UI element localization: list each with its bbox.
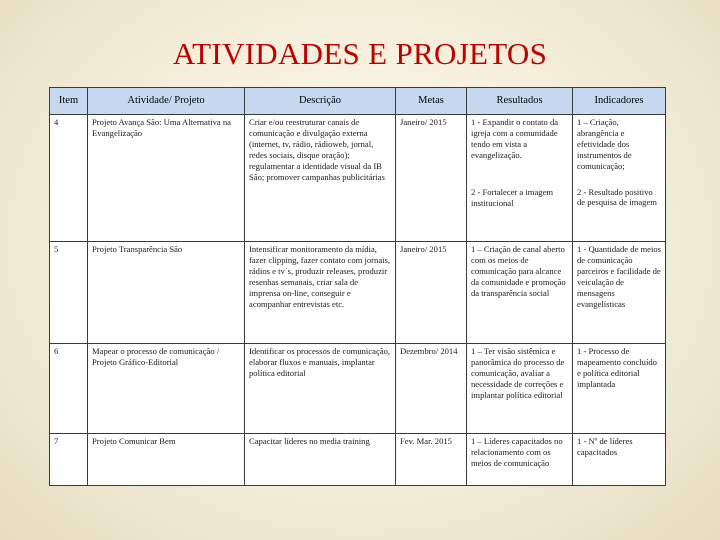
cell-indicadores (573, 115, 666, 242)
cell-indicadores (573, 434, 666, 486)
table-row (50, 434, 666, 486)
header-item: Item (50, 88, 88, 115)
cell-resultados (467, 242, 573, 344)
cell-atividade: Projeto Avança São: Uma Alternativa na Evangelização (88, 115, 245, 242)
cell-metas: Janeiro/ 2015 (396, 115, 467, 242)
indicador-text: 1 - Nº de líderes capacitados (577, 436, 633, 457)
header-atividade: Atividade/ Projeto (88, 88, 245, 115)
cell-indicadores (573, 242, 666, 344)
cell-item: 5 (50, 242, 88, 344)
cell-item: 7 (50, 434, 88, 486)
cell-descricao: Criar e/ou reestruturar canais de comunicação e divulgação externa (internet, tv, rádio, rádioweb, jornal, redes sociais, disque oração); regulamentar a identidade visual da IB São; promover campanhas publicitárias (245, 115, 396, 242)
cell-descricao: Intensificar monitoramento da mídia, fazer clipping, fazer contato com jornais, rádios e tv´s, produzir releases, produzir resenhas semanais, criar sala de imprensa on-line, conseguir e acompanhar entrevistas etc. (245, 242, 396, 344)
resultado-text: 1 – Ter visão sistêmica e panorâmica do processo de comunicação, avaliar a necessidade de correções e implantar política editorial (471, 346, 565, 400)
indicador-text: 1 - Quantidade de meios de comunicação parceiros e facilidade de veiculação de mensagens evangelísticas (577, 244, 662, 309)
header-metas: Metas (396, 88, 467, 115)
cell-indicadores (573, 344, 666, 434)
cell-resultados (467, 115, 573, 242)
indicador-text: 1 - Processo de mapeamento concluído e política editorial implantada (577, 346, 657, 389)
activities-table (49, 87, 666, 486)
table-row (50, 115, 666, 242)
cell-atividade: Projeto Comunicar Bem (88, 434, 245, 486)
resultado-text: 1 – Líderes capacitados no relacionamento com os meios de comunicação (471, 436, 563, 468)
resultado-text: 1 – Criação de canal aberto com os meios de comunicação para alcance da comunidade e promoção da transparência social (471, 244, 566, 298)
table-header-row (50, 88, 666, 115)
cell-metas: Dezembro/ 2014 (396, 344, 467, 434)
resultado-text: 2 - Fortalecer a imagem institucional (471, 186, 554, 208)
cell-metas: Fev. Mar. 2015 (396, 434, 467, 486)
cell-descricao: Identificar os processos de comunicação, elaborar fluxos e manuais, implantar política editorial (245, 344, 396, 434)
cell-descricao: Capacitar líderes no media training (245, 434, 396, 486)
header-indicadores: Indicadores (573, 88, 666, 115)
resultado-text: 1 - Expandir o contato da igreja com a comunidade tendo em vista a evangelização. (471, 117, 559, 160)
cell-atividade: Projeto Transparência São (88, 242, 245, 344)
table-row (50, 344, 666, 434)
indicador-text: 1 – Criação, abrangência e efetividade dos instrumentos de comunicação; (577, 117, 632, 171)
cell-metas: Janeiro/ 2015 (396, 242, 467, 344)
header-descricao: Descrição (245, 88, 396, 115)
table-row (50, 242, 666, 344)
slide-title: ATIVIDADES E PROJETOS (172, 36, 548, 71)
cell-item: 4 (50, 115, 88, 242)
cell-item: 6 (50, 344, 88, 434)
indicador-text: 2 - Resultado positivo de pesquisa de imagem (577, 186, 657, 208)
cell-atividade: Mapear o processo de comunicação / Projeto Gráfico-Editorial (88, 344, 245, 434)
header-resultados: Resultados (467, 88, 573, 115)
cell-resultados (467, 344, 573, 434)
cell-resultados (467, 434, 573, 486)
